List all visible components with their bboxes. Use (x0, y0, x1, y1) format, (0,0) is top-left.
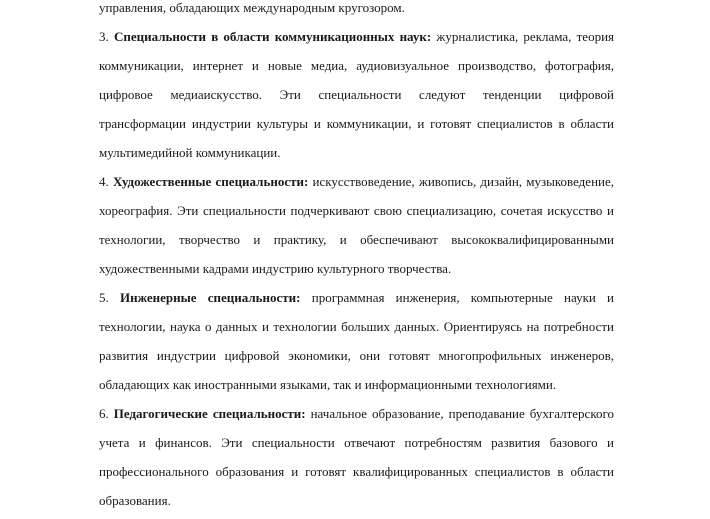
paragraph-3-body: журналистика, реклама, теория коммуникации, интернет и новые медиа, аудиовизуальное производство, фотография, цифровое медиаискусство. Эти специальности следуют тенденции цифровой трансформации индустрии культуры и коммуникации, и готовят специалистов в области мультимедийной коммуникации. (99, 29, 615, 160)
paragraph-6-heading: Педагогические специальности: (113, 406, 306, 421)
paragraph-5-number: 5. (99, 290, 109, 305)
paragraph-4-body: искусствоведение, живопись, дизайн, музыковедение, хореография. Эти специальности подчеркивают свою специализацию, сочетая искусство и технологии, творчество и практику, и обеспечивают высококвалифицированными художественными кадрами индустрию культурного творчества. (99, 174, 615, 276)
document-page (99, 0, 614, 515)
paragraph-5 (99, 283, 614, 399)
paragraph-6-body: начальное образование, преподавание бухгалтерского учета и финансов. Эти специальности отвечают потребностям развития базового и профессионального образования и готовят квалифицированных специалистов в области образования. (99, 406, 614, 508)
paragraph-3 (99, 22, 614, 167)
paragraph-3-number: 3. (99, 29, 109, 44)
paragraph-3-heading: Специальности в области коммуникационных наук: (113, 29, 432, 44)
paragraph-4 (99, 167, 614, 283)
paragraph-4-number: 4. (99, 174, 109, 189)
intro-tail-text: управления, обладающих международным кругозором. (99, 0, 405, 15)
paragraph-5-body: программная инженерия, компьютерные науки и технологии, наука о данных и технологии больших данных. Ориентируясь на потребности развития индустрии цифровой экономики, они готовят многопрофильных инженеров, обладающих как иностранными языками, так и информационными технологиями. (99, 290, 615, 392)
paragraph-6 (99, 399, 614, 515)
paragraph-5-heading: Инженерные специальности: (119, 290, 301, 305)
paragraph-6-number: 6. (99, 406, 109, 421)
paragraph-4-heading: Художественные специальности: (112, 174, 309, 189)
